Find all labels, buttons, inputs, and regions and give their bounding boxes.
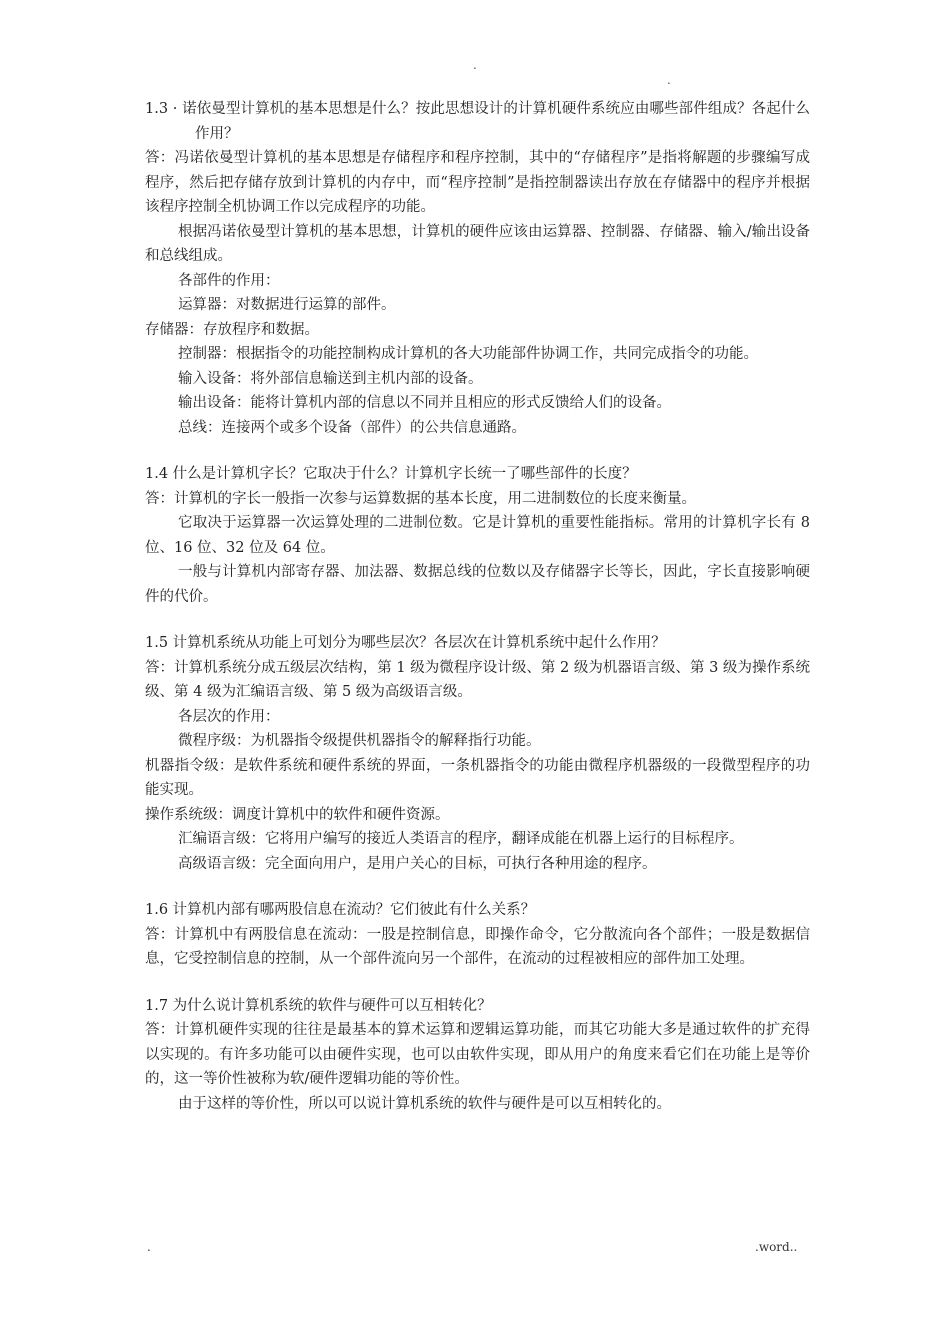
footer-left-mark: .: [147, 1240, 151, 1254]
question-title: 1.6 计算机内部有哪两股信息在流动？它们彼此有什么关系？: [145, 902, 536, 918]
answer-paragraph: 汇编语言级：它将用户编写的接近人类语言的程序，翻译成能在机器上运行的目标程序。: [178, 831, 744, 847]
header-dot-left: .: [473, 58, 477, 72]
question-title: 1.5 计算机系统从功能上可划分为哪些层次？各层次在计算机系统中起什么作用？: [145, 635, 666, 651]
question-title: 1.4 什么是计算机字长？它取决于什么？计算机字长统一了哪些部件的长度？: [145, 466, 637, 482]
answer-paragraph: 根据冯诺依曼型计算机的基本思想，计算机的硬件应该由运算器、控制器、存储器、输入/输出设备和总线组成。: [145, 223, 810, 264]
question-1-7: [145, 994, 810, 1117]
answer-paragraph: 控制器：根据指令的功能控制构成计算机的各大功能部件协调工作，共同完成指令的功能。: [178, 346, 758, 362]
answer-paragraph: 答：计算机中有两股信息在流动：一股是控制信息，即操作命令，它分散流向各个部件；一股是数据信息，它受控制信息的控制，从一个部件流向另一个部件，在流动的过程被相应的部件加工处理。: [145, 926, 810, 967]
answer-paragraph: 由于这样的等价性，所以可以说计算机系统的软件与硬件是可以互相转化的。: [178, 1095, 671, 1112]
answer-paragraph: 它取决于运算器一次运算处理的二进制位数。它是计算机的重要性能指标。常用的计算机字长有 8 位、16 位、32 位及 64 位。: [145, 515, 810, 556]
question-1-5: [145, 631, 810, 876]
footer-right-mark: .word..: [755, 1240, 798, 1254]
answer-paragraph: 答：计算机硬件实现的往往是最基本的算术运算和逻辑运算功能，而其它功能大多是通过软件的扩充得以实现的。有许多功能可以由硬件实现，也可以由软件实现，即从用户的角度来看它们在功能上是等价的，这一等价性被称为软/硬件逻辑功能的等价性。: [145, 1022, 810, 1087]
document-body: [145, 97, 810, 1116]
answer-paragraph: 存储器：存放程序和数据。: [145, 321, 319, 338]
answer-paragraph: 机器指令级：是软件系统和硬件系统的界面，一条机器指令的功能由微程序机器级的一段微型程序的功能实现。: [145, 757, 810, 798]
answer-paragraph: 运算器：对数据进行运算的部件。: [178, 297, 396, 313]
answer-paragraph: 答：计算机的字长一般指一次参与运算数据的基本长度，用二进制数位的长度来衡量。: [145, 490, 696, 507]
answer-paragraph: 输出设备：能将计算机内部的信息以不同并且相应的形式反馈给人们的设备。: [178, 395, 671, 411]
header-dot-right: .: [667, 73, 671, 87]
answer-paragraph: 各层次的作用：: [178, 708, 280, 725]
answer-paragraph: 答：冯诺依曼型计算机的基本思想是存储程序和程序控制，其中的“存储程序”是指将解题的步骤编写成程序，然后把存储存放到计算机的内存中，而“程序控制”是指控制器读出存放在存储器中的程序并根据该程序控制全机协调工作以完成程序的功能。: [145, 150, 810, 215]
question-title: 1.7 为什么说计算机系统的软件与硬件可以互相转化？: [145, 997, 492, 1014]
answer-paragraph: 答：计算机系统分成五级层次结构，第 1 级为微程序设计级、第 2 级为机器语言级、第 3 级为操作系统级、第 4 级为汇编语言级、第 5 级为高级语言级。: [145, 659, 810, 700]
answer-paragraph: 操作系统级：调度计算机中的软件和硬件资源。: [145, 806, 450, 823]
answer-paragraph: 输入设备：将外部信息输送到主机内部的设备。: [178, 370, 483, 387]
question-1-4: [145, 462, 810, 609]
answer-paragraph: 一般与计算机内部寄存器、加法器、数据总线的位数以及存储器字长等长，因此，字长直接影响硬件的代价。: [145, 564, 810, 605]
answer-paragraph: 微程序级：为机器指令级提供机器指令的解释指行功能。: [178, 733, 541, 749]
question-1-3: [145, 97, 810, 440]
answer-paragraph: 各部件的作用：: [178, 272, 280, 289]
question-1-6: [145, 898, 810, 972]
answer-paragraph: 总线：连接两个或多个设备（部件）的公共信息通路。: [178, 419, 526, 436]
answer-paragraph: 高级语言级：完全面向用户，是用户关心的目标，可执行各种用途的程序。: [178, 855, 657, 872]
question-title: 1.3 · 诺依曼型计算机的基本思想是什么？按此思想设计的计算机硬件系统应由哪些部件组成？各起什么作用？: [145, 101, 810, 142]
